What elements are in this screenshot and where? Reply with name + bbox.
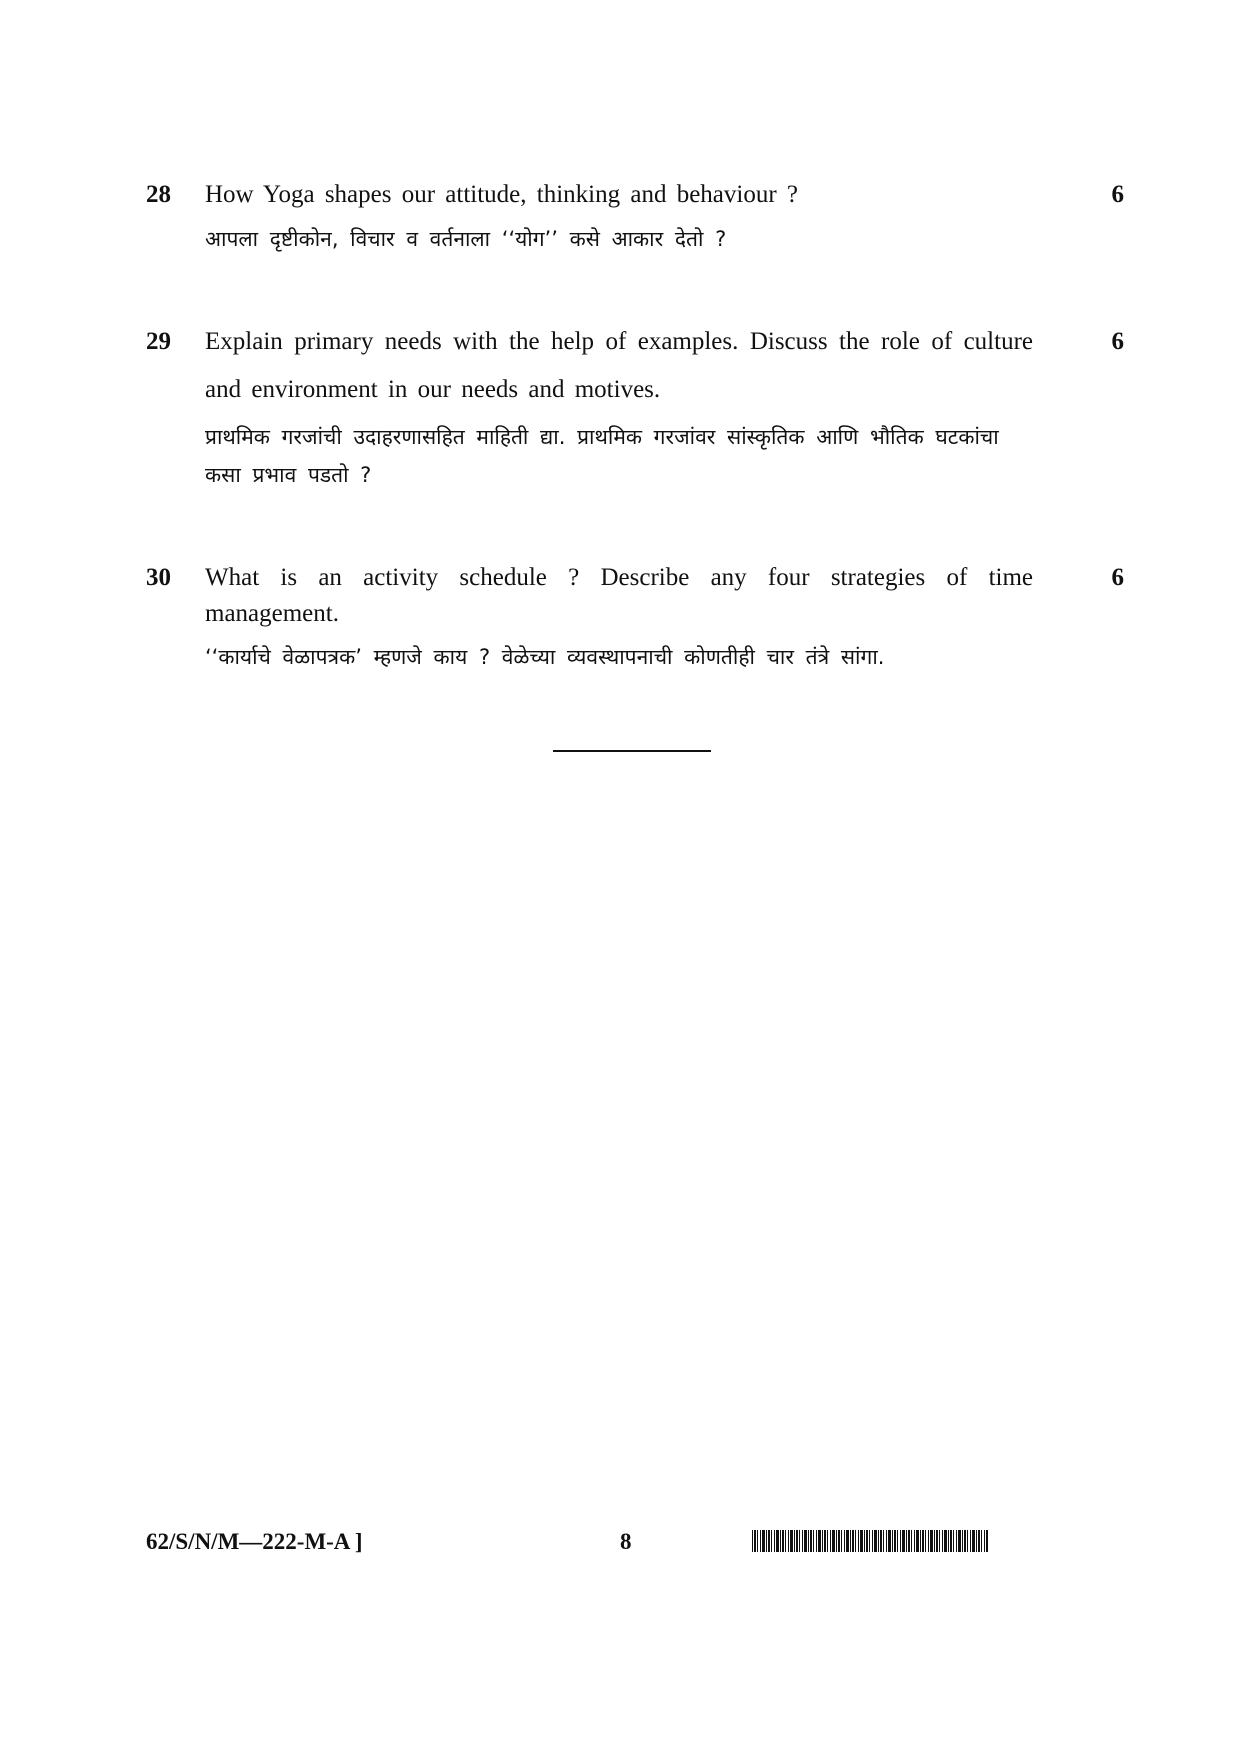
question-text-english: Explain primary needs with the help of examples. Discuss the role of culture and environment in our needs and motives. [205,328,1033,403]
question-text-marathi: आपला दृष्टीकोन, विचार व वर्तनाला ‘‘योग’’ कसे आकार देतो ? [205,227,727,251]
question-text-english: What is an activity schedule ? Describe any four strategies of time management. [205,564,1033,627]
paper-code: 62/S/N/M—222-M-A ] [146,1529,363,1554]
question-marks: 6 [1111,181,1124,208]
question-number: 30 [146,564,171,591]
barcode-icon [752,1530,988,1552]
question-number: 29 [146,328,171,355]
question-text-marathi: प्राथमिक गरजांची उदाहरणासहित माहिती द्या. प्राथमिक गरजांवर सांस्कृतिक आणि भौतिक घटकांचा कसा प्रभाव पडतो ? [205,425,999,487]
question-text-english: How Yoga shapes our attitude, thinking and behaviour ? [205,181,799,208]
question-body [205,327,1033,494]
question-28 [146,180,1124,260]
page-number: 8 [620,1529,632,1554]
question-marks: 6 [1111,564,1124,591]
end-rule [553,750,711,752]
question-marks: 6 [1111,328,1124,355]
question-30 [146,563,1124,683]
question-number: 28 [146,181,171,208]
question-29 [146,327,1124,497]
question-text-marathi: ‘‘कार्याचे वेळापत्रक’ म्हणजे काय ? वेळेच्या व्यवस्थापनाची कोणतीही चार तंत्रे सांगा. [205,645,885,669]
question-body [205,180,1033,258]
question-body [205,563,1033,676]
